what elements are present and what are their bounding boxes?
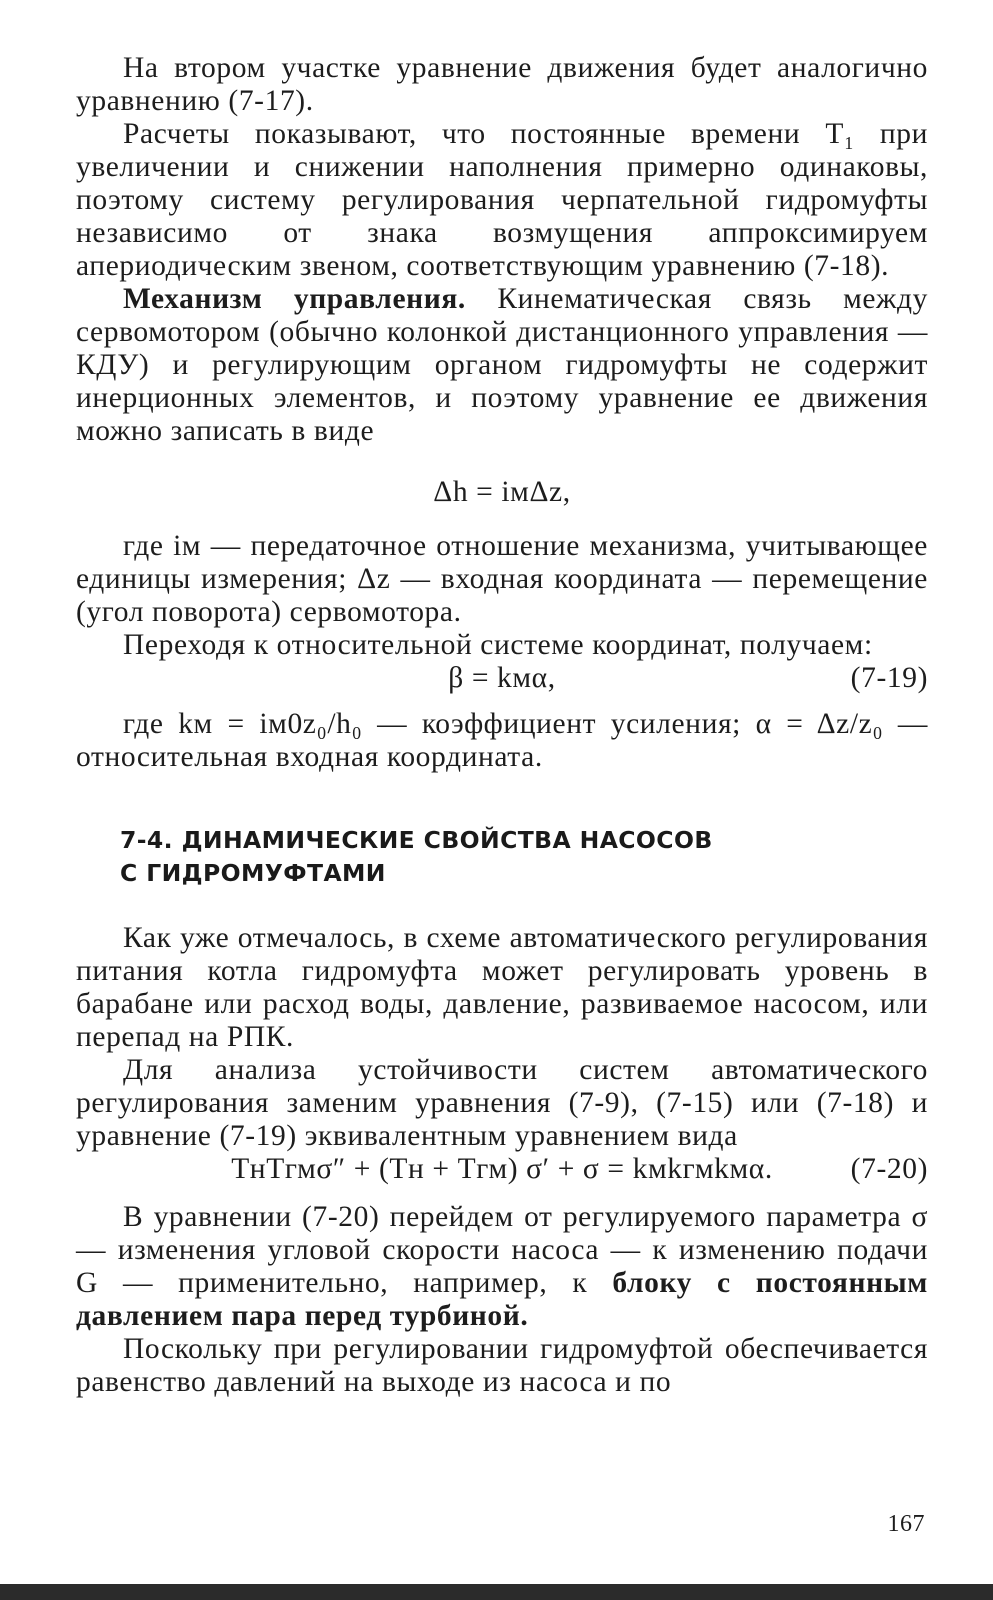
paragraph-time-constants: Расчеты показывают, что постоянные времени T₁ при увеличении и снижении наполнения примерно одинаковы, поэтому систему регулирования черпательной гидромуфты независимо от знака возмущения аппроксимируем апериодическим звеном, соответствующим уравнению (7-18). bbox=[76, 118, 928, 282]
formula-expression: TнTгмσ″ + (Tн + Tгм) σ′ + σ = kмkгмkмα. bbox=[231, 1153, 773, 1185]
paragraph-control-mechanism bbox=[76, 283, 928, 448]
paragraph-stability-analysis: Для анализа устойчивости систем автоматического регулирования заменим уравнения (7-9), (7-15) или (7-18) и уравнение (7-19) эквивалентным уравнением вида bbox=[76, 1054, 928, 1152]
formula-7-19 bbox=[76, 660, 928, 696]
section-heading bbox=[120, 824, 928, 890]
paragraph-relative-system: Переходя к относительной системе координат, получаем: bbox=[123, 629, 873, 661]
equation-number: (7-19) bbox=[850, 662, 928, 694]
paragraph-text: Поскольку при регулировании гидромуфтой обеспечивается равенство давлений на выходе из насоса и по bbox=[76, 1333, 928, 1398]
mechanism-text: Кинематическая связь между сервомотором (обычно колонкой дистанционного управления — КДУ) и регулирующим органом гидромуфты не содержит инерционных элементов, и поэтому уравнение ее движения можно записать в виде bbox=[76, 283, 928, 447]
paragraph-text: В уравнении (7-20) перейдем от регулируемого параметра σ — изменения угловой скорости насоса — к изменению подачи G — применительно, например, к bbox=[76, 1201, 928, 1299]
paragraph-flow-transition bbox=[76, 1201, 928, 1333]
formula-7-20 bbox=[76, 1151, 928, 1187]
section-heading-line-2: С ГИДРОМУФТАМИ bbox=[120, 859, 386, 887]
scan-bottom-edge bbox=[0, 1584, 993, 1600]
paragraph-feed-control: Как уже отмечалось, в схеме автоматического регулирования питания котла гидромуфта может регулировать уровень в барабане или расход воды, давление, развиваемое насосом, или перепад на РПК. bbox=[76, 922, 928, 1053]
section-heading-line-1: 7-4. ДИНАМИЧЕСКИЕ СВОЙСТВА НАСОСОВ bbox=[120, 826, 713, 854]
book-page bbox=[76, 52, 928, 1399]
paragraph-second-section: На втором участке уравнение движения будет аналогично уравнению (7-17). bbox=[76, 52, 928, 117]
paragraph-pressure-equality bbox=[76, 1333, 928, 1399]
formula-expression: β = kмα, bbox=[448, 662, 556, 694]
paragraph-bold-text: блоку с постоянным давлением пара перед турбиной. bbox=[76, 1267, 929, 1332]
equation-number: (7-20) bbox=[850, 1153, 928, 1185]
run-in-heading: Механизм управления. bbox=[123, 283, 466, 315]
page-number: 167 bbox=[887, 1511, 925, 1537]
paragraph-ratio-definition: где iм — передаточное отношение механизма, учитывающее единицы измерения; Δz — входная координата — перемещение (угол поворота) сервомотора. bbox=[76, 530, 928, 628]
paragraph-gain-definition: где kм = iм0z₀/h₀ — коэффициент усиления; α = Δz/z₀ — относительная входная координата. bbox=[76, 708, 928, 773]
formula-expression: Δh = iмΔz, bbox=[433, 476, 571, 508]
formula-mechanism bbox=[76, 474, 928, 510]
